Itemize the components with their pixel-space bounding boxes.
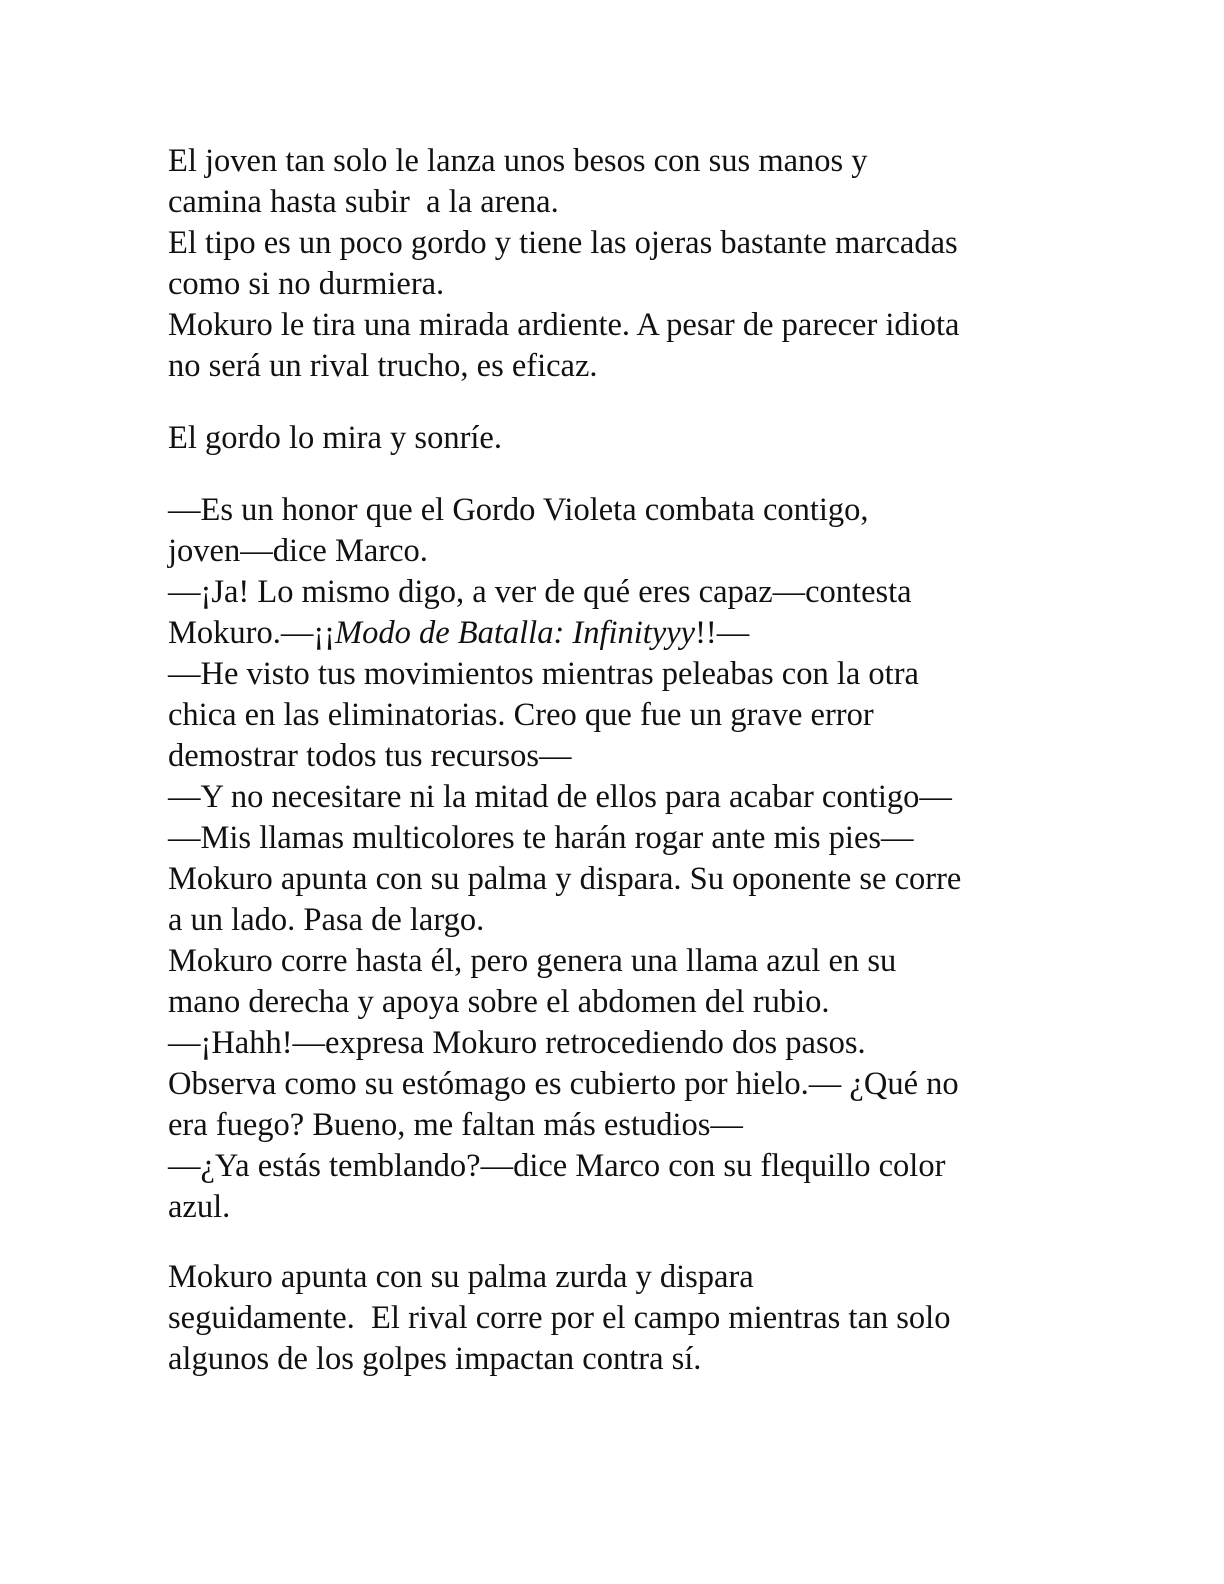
text-line: joven—dice Marco. xyxy=(168,533,428,569)
text-line: Mokuro apunta con su palma y dispara. Su oponente se corre xyxy=(168,861,962,897)
text-line: El gordo lo mira y sonríe. xyxy=(168,420,502,456)
text-run: Mokuro.—¡¡ xyxy=(168,615,335,651)
text-line: Mokuro corre hasta él, pero genera una llama azul en su xyxy=(168,943,897,979)
text-line: mano derecha y apoya sobre el abdomen del rubio. xyxy=(168,984,830,1020)
text-line: —¡Ja! Lo mismo digo, a ver de qué eres capaz—contesta xyxy=(168,574,912,610)
italic-run: Modo de Batalla: Infinityyy xyxy=(335,615,696,651)
text-line: demostrar todos tus recursos— xyxy=(168,738,572,774)
text-line: camina hasta subir a la arena. xyxy=(168,184,559,220)
text-line: —Y no necesitare ni la mitad de ellos para acabar contigo— xyxy=(168,779,952,815)
text-line: —He visto tus movimientos mientras peleabas con la otra xyxy=(168,656,919,692)
text-line: Mokuro le tira una mirada ardiente. A pesar de parecer idiota xyxy=(168,307,960,343)
text-line: chica en las eliminatorias. Creo que fue un grave error xyxy=(168,697,874,733)
paragraph-gap xyxy=(168,1228,1068,1257)
text-line: El tipo es un poco gordo y tiene las ojeras bastante marcadas xyxy=(168,225,958,261)
text-line: seguidamente. El rival corre por el campo mientras tan solo xyxy=(168,1300,951,1336)
text-line: El joven tan solo le lanza unos besos con sus manos y xyxy=(168,143,868,179)
text-line: no será un rival trucho, es eficaz. xyxy=(168,348,598,384)
text-line: —¡Hahh!—expresa Mokuro retrocediendo dos pasos. xyxy=(168,1025,866,1061)
paragraph-gap xyxy=(168,387,1068,418)
paragraph-gap xyxy=(168,459,1068,490)
document-page xyxy=(168,141,1068,1380)
paragraph-2 xyxy=(168,418,1068,459)
text-line: era fuego? Bueno, me faltan más estudios— xyxy=(168,1107,743,1143)
text-line: como si no durmiera. xyxy=(168,266,445,302)
text-line: —Es un honor que el Gordo Violeta combata contigo, xyxy=(168,492,869,528)
text-line: a un lado. Pasa de largo. xyxy=(168,902,485,938)
text-run: !!— xyxy=(695,615,750,651)
text-line: Observa como su estómago es cubierto por hielo.— ¿Qué no xyxy=(168,1066,959,1102)
text-line: Mokuro apunta con su palma zurda y dispara xyxy=(168,1259,754,1295)
text-line: algunos de los golpes impactan contra sí. xyxy=(168,1341,702,1377)
text-line: —Mis llamas multicolores te harán rogar ante mis pies— xyxy=(168,820,914,856)
paragraph-3 xyxy=(168,490,1068,1228)
text-line-mixed xyxy=(168,613,1068,654)
text-line: —¿Ya estás temblando?—dice Marco con su flequillo color xyxy=(168,1148,946,1184)
text-line: azul. xyxy=(168,1189,231,1225)
paragraph-1 xyxy=(168,141,1068,387)
paragraph-4 xyxy=(168,1257,1068,1380)
